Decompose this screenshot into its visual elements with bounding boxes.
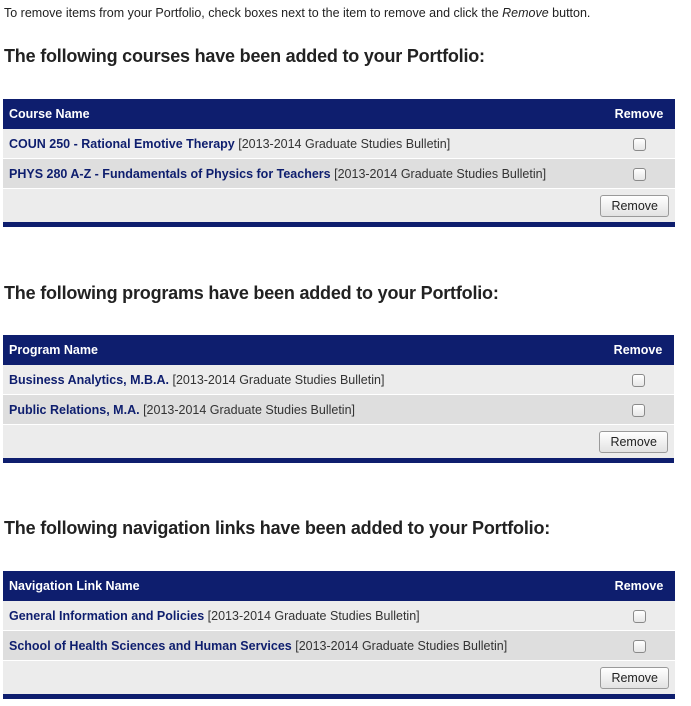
course-cell	[3, 159, 603, 189]
course-link[interactable]: COUN 250 - Rational Emotive Therapy	[9, 136, 235, 151]
remove-checkbox[interactable]	[632, 404, 645, 417]
remove-courses-button[interactable]: Remove	[600, 195, 669, 217]
intro-suffix: button.	[548, 6, 591, 20]
programs-header-row	[3, 335, 674, 365]
courses-heading: The following courses have been added to your Portfolio:	[4, 46, 485, 66]
courses-table	[3, 99, 675, 227]
bulletin-label: [2013-2014 Graduate Studies Bulletin]	[238, 136, 451, 151]
navigation-link[interactable]: General Information and Policies	[9, 608, 205, 623]
courses-header-row	[3, 99, 675, 129]
remove-cell	[603, 631, 675, 661]
col-navigation-name: Navigation Link Name	[3, 571, 603, 601]
table-row	[3, 159, 675, 189]
footer-cell	[3, 661, 675, 697]
col-remove: Remove	[603, 571, 675, 601]
col-remove: Remove	[603, 99, 675, 129]
program-cell	[3, 395, 602, 425]
bulletin-label: [2013-2014 Graduate Studies Bulletin]	[207, 608, 420, 623]
navigation-table	[3, 571, 675, 699]
remove-checkbox[interactable]	[633, 168, 646, 181]
bulletin-label: [2013-2014 Graduate Studies Bulletin]	[334, 166, 547, 181]
table-footer-row	[3, 661, 675, 697]
remove-navigation-button[interactable]: Remove	[600, 667, 669, 689]
remove-cell	[603, 159, 675, 189]
table-row	[3, 631, 675, 661]
remove-checkbox[interactable]	[633, 610, 646, 623]
program-cell	[3, 365, 602, 395]
footer-cell	[3, 189, 675, 225]
table-row	[3, 601, 675, 631]
course-link[interactable]: PHYS 280 A-Z - Fundamentals of Physics for Teachers	[9, 166, 331, 181]
navigation-link[interactable]: School of Health Sciences and Human Services	[9, 638, 292, 653]
col-course-name: Course Name	[3, 99, 603, 129]
course-cell	[3, 129, 603, 159]
col-program-name: Program Name	[3, 335, 602, 365]
remove-checkbox[interactable]	[633, 640, 646, 653]
remove-programs-button[interactable]: Remove	[599, 431, 668, 453]
bulletin-label: [2013-2014 Graduate Studies Bulletin]	[172, 372, 385, 387]
bulletin-label: [2013-2014 Graduate Studies Bulletin]	[295, 638, 508, 653]
navigation-heading: The following navigation links have been added to your Portfolio:	[4, 518, 551, 538]
table-row	[3, 129, 675, 159]
bulletin-label: [2013-2014 Graduate Studies Bulletin]	[143, 402, 356, 417]
remove-cell	[602, 365, 674, 395]
table-footer-row	[3, 425, 674, 461]
program-link[interactable]: Public Relations, M.A.	[9, 402, 140, 417]
remove-checkbox[interactable]	[633, 138, 646, 151]
programs-heading: The following programs have been added to your Portfolio:	[4, 283, 499, 303]
col-remove: Remove	[602, 335, 674, 365]
programs-table	[3, 335, 674, 463]
table-row	[3, 365, 674, 395]
table-row	[3, 395, 674, 425]
footer-cell	[3, 425, 674, 461]
remove-cell	[602, 395, 674, 425]
navigation-header-row	[3, 571, 675, 601]
navigation-cell	[3, 631, 603, 661]
intro-text	[4, 6, 590, 20]
intro-prefix: To remove items from your Portfolio, check boxes next to the item to remove and click the	[4, 6, 503, 20]
table-footer-row	[3, 189, 675, 225]
remove-checkbox[interactable]	[632, 374, 645, 387]
program-link[interactable]: Business Analytics, M.B.A.	[9, 372, 169, 387]
remove-cell	[603, 129, 675, 159]
remove-cell	[603, 601, 675, 631]
navigation-cell	[3, 601, 603, 631]
intro-emphasis: Remove	[502, 6, 549, 20]
